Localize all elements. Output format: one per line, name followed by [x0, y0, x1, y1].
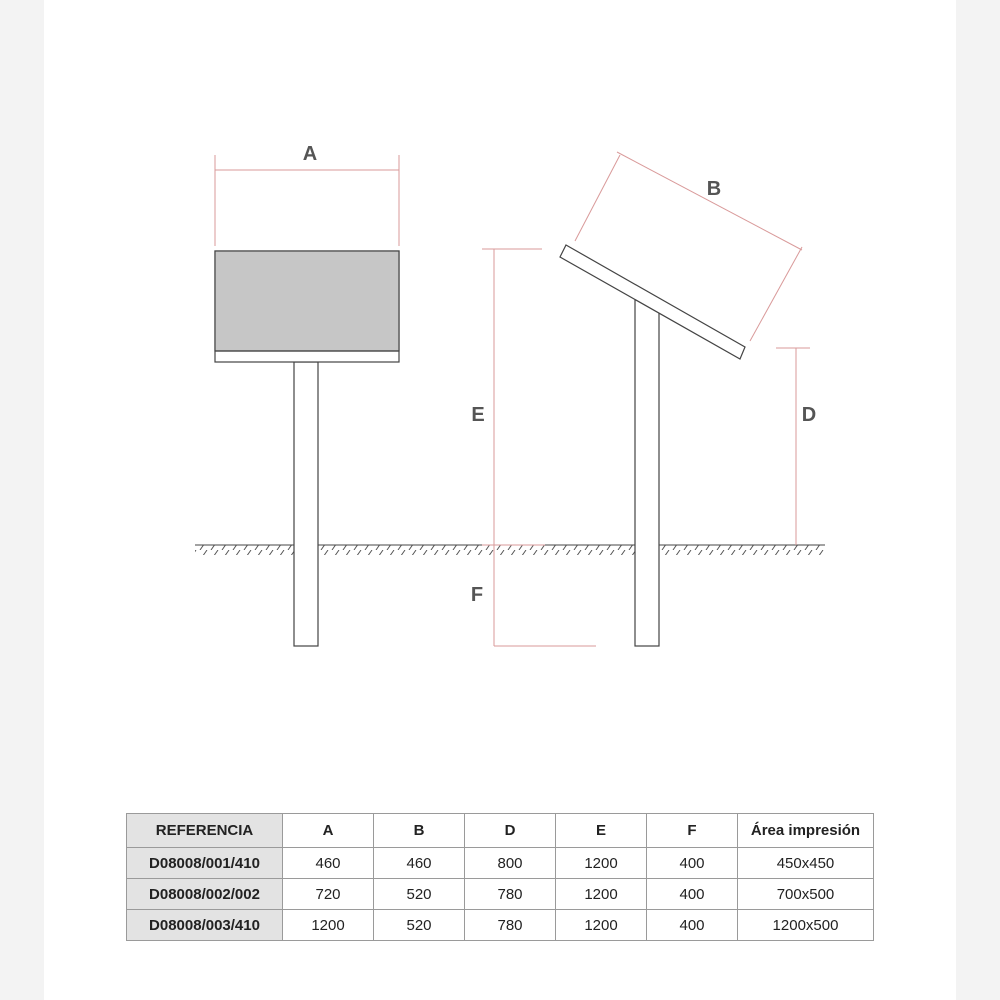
cell-area-impresion: 700x500: [738, 879, 874, 910]
cell-area-impresion: 450x450: [738, 848, 874, 879]
dimension-b: [575, 152, 802, 341]
cell-area-impresion: 1200x500: [738, 910, 874, 941]
table-row: [127, 879, 874, 910]
header-e: E: [556, 814, 647, 848]
header-a: A: [283, 814, 374, 848]
front-view: [215, 251, 399, 646]
cell-f: 400: [647, 879, 738, 910]
cell-d: 800: [465, 848, 556, 879]
dimension-e-label: E: [471, 404, 485, 426]
cell-a: 1200: [283, 910, 374, 941]
specification-table: [126, 813, 874, 941]
cell-e: 1200: [556, 879, 647, 910]
dimension-f: [494, 545, 596, 646]
header-f: F: [647, 814, 738, 848]
dimension-d-label: D: [801, 404, 817, 426]
table-row: [127, 910, 874, 941]
cell-referencia: D08008/001/410: [127, 848, 283, 879]
cell-d: 780: [465, 910, 556, 941]
header-b: B: [374, 814, 465, 848]
dimension-b-label: B: [706, 178, 722, 200]
header-area-impresion: Área impresión: [738, 814, 874, 848]
table-row: [127, 848, 874, 879]
dimension-e: [482, 249, 545, 545]
cell-b: 520: [374, 910, 465, 941]
side-post: [635, 300, 659, 646]
cell-a: 460: [283, 848, 374, 879]
side-view: [560, 245, 745, 646]
cell-e: 1200: [556, 910, 647, 941]
header-d: D: [465, 814, 556, 848]
cell-f: 400: [647, 910, 738, 941]
dimension-d: [776, 348, 810, 545]
cell-b: 460: [374, 848, 465, 879]
cell-referencia: D08008/002/002: [127, 879, 283, 910]
cell-b: 520: [374, 879, 465, 910]
dimension-a: [215, 155, 399, 246]
dimension-f-label: F: [470, 584, 484, 606]
cell-f: 400: [647, 848, 738, 879]
cell-e: 1200: [556, 848, 647, 879]
table-header-row: [127, 814, 874, 848]
dimension-a-label: A: [302, 143, 318, 165]
cell-referencia: D08008/003/410: [127, 910, 283, 941]
ground-line: [195, 545, 825, 555]
cell-a: 720: [283, 879, 374, 910]
cell-d: 780: [465, 879, 556, 910]
front-post: [294, 362, 318, 646]
front-panel-print-area: [215, 251, 399, 351]
header-referencia: REFERENCIA: [127, 814, 283, 848]
